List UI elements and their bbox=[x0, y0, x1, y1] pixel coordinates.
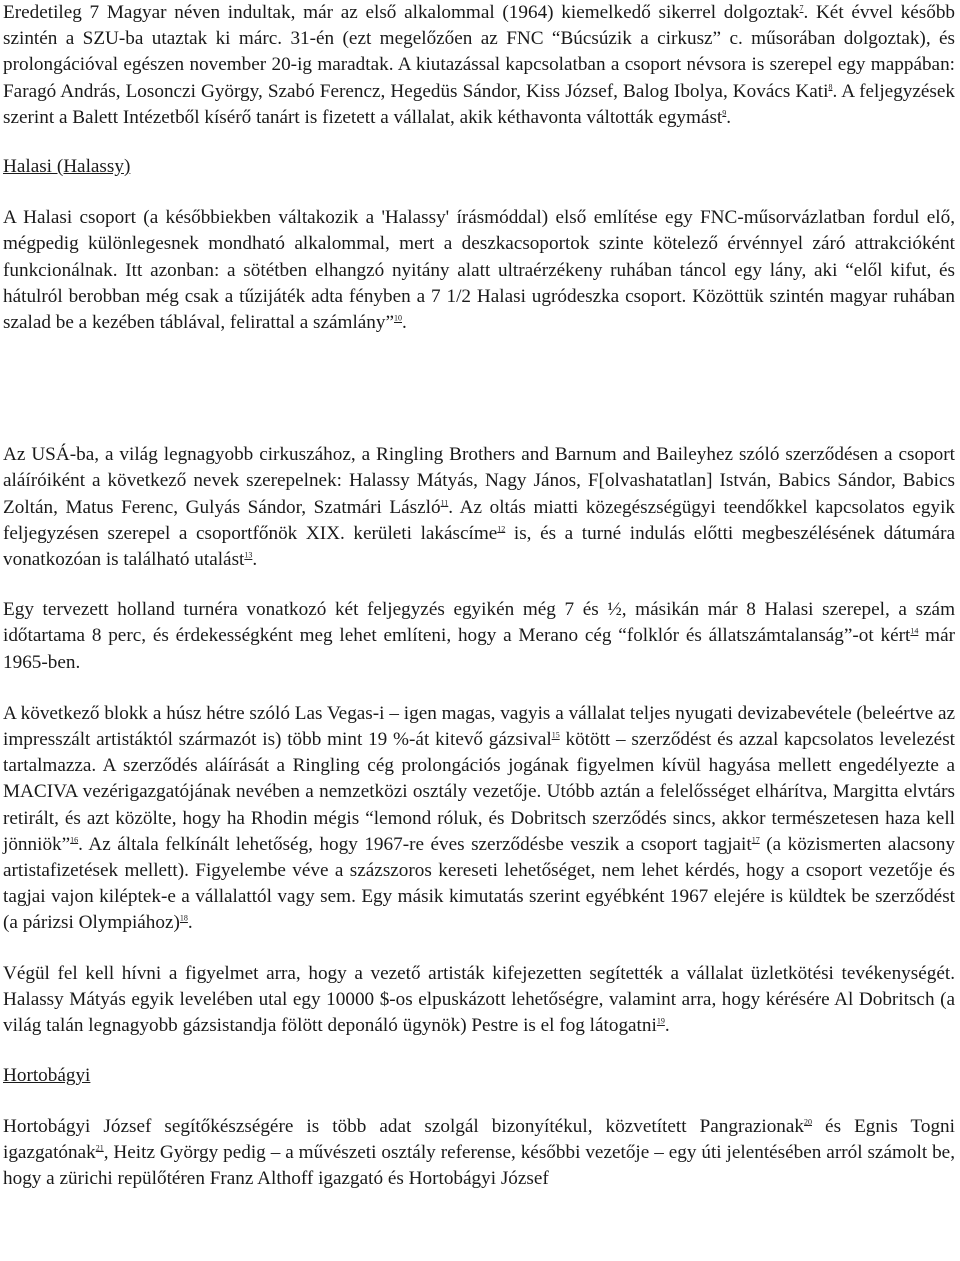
paragraph-usa-szerzodes bbox=[3, 442, 955, 573]
text-run: . bbox=[252, 549, 258, 571]
text-run: is, és a turné indulás előtti megbeszélésének dátumára vonatkozóan is található utalást bbox=[3, 522, 955, 571]
footnote-link-15[interactable]: 15 bbox=[551, 730, 560, 740]
text-run: Végül fel kell hívni a figyelmet arra, hogy a vezető artisták kifejezetten segítették a vállalat üzletkötési tevékenységét. Halassy Mátyás egyik levelében utal egy 10000 $-os elpuskázott lehetőségre, valamint arra, hogy kérésére Al Dobritsch (a világ talán legnagyobb gázsistandja fölött deponáló ügynök) Pestre is el fog látogatni bbox=[3, 962, 955, 1037]
footnote-link-16[interactable]: 16 bbox=[70, 835, 79, 845]
text-run: . bbox=[664, 1015, 670, 1037]
footnote-link-18[interactable]: 18 bbox=[179, 914, 188, 924]
footnote-link-17[interactable]: 17 bbox=[751, 835, 760, 845]
text-run: , Heitz György pedig – a művészeti osztály referense, későbbi vezetője – egy úti jelentésében arról számolt be, hogy a zürichi repülőtéren Franz Althoff igazgató és Hortobágyi József bbox=[3, 1141, 955, 1189]
section-heading-halasi: Halasi (Halassy) bbox=[3, 156, 131, 178]
text-run: Egy tervezett holland turnéra vonatkozó két feljegyzés egyikén még 7 és ½, másikán már 8 Halasi szerepel, a szám időtartama 8 perc, és érdekességként meg lehet említeni, hogy a Merano cég “folklór és állatszámtalanság”-ot kért bbox=[3, 599, 955, 647]
footnote-link-11[interactable]: 11 bbox=[440, 498, 449, 508]
footnote-link-19[interactable]: 19 bbox=[656, 1016, 665, 1026]
text-run: és Egnis Togni igazgatónak bbox=[3, 1115, 955, 1163]
text-run: (a közismerten alacsony artistafizetések mellett). Figyelembe véve a százszoros kereseti lehetőséget, nem lehet kérdés, hogy a csoport vezetője és tagjai vajon kiléptek-e a vállalattól vagy sem. Egy másik kimutatás szerint egyébként 1967 elejére is küldtek be szerződést (a párizsi Olympiához) bbox=[3, 833, 956, 934]
text-run: kötött – szerződést és azzal kapcsolatos levelezést tartalmazza. A szerződés aláírását a Ringling cég prolongációs jogának figyelmen kívül hagyása mellett engedélyezte a MACIVA vezérigazgatójának nevében a nemzetközi osztály vezetője. Utóbb aztán a felelősséget elhárítva, Margitta elvtárs retirált, és azt közölte, hogy ha Rhodin mégis “lemond róluk, és Dobritsch szerződés sincs, akkor természetesen haza kell jönniök” bbox=[3, 729, 955, 855]
text-run: . Az általa felkínált lehetőség, hogy 1967-re éves szerződésbe veszik a csoport tagjait bbox=[78, 833, 752, 855]
paragraph-halasi-csoport bbox=[3, 205, 955, 336]
paragraph-eredetileg bbox=[3, 0, 955, 131]
paragraph-hortobagyi-jozsef bbox=[3, 1114, 955, 1193]
text-run: Eredetileg 7 Magyar néven indultak, már az első alkalommal (1964) kiemelkedő sikerrel dolgoztak bbox=[3, 2, 800, 23]
paragraph-las-vegas bbox=[3, 701, 955, 937]
footnote-link-8[interactable]: 8 bbox=[828, 82, 833, 92]
footnote-link-21[interactable]: 21 bbox=[95, 1143, 104, 1153]
footnote-link-7[interactable]: 7 bbox=[799, 3, 804, 13]
text-run: . Az oltás miatti közegészségügyi teendőkkel kapcsolatos egyik feljegyzésen szerepel a csoportfőnök XIX. kerületi lakáscíme bbox=[3, 496, 955, 544]
footnote-link-10[interactable]: 10 bbox=[394, 313, 402, 323]
footnote-link-12[interactable]: 12 bbox=[497, 524, 506, 534]
text-run: Az USÁ-ba, a világ legnagyobb cirkuszához, a Ringling Brothers and Barnum and Baileyhez szóló szerződésen a csoport aláíróiként a következő nevek szerepelnek: Halassy Mátyás, Nagy János, F[olvashatatlan] István, Babics Sándor, Babics Zoltán, Matus Ferenc, Gulyás Sándor, Szatmári László bbox=[3, 444, 955, 518]
footnote-link-14[interactable]: 14 bbox=[910, 627, 919, 637]
text-run: . A feljegyzések szerint a Balett Intézetből kísérő tanárt is fizetett a vállalat, akik kéthavonta váltották egymást bbox=[3, 80, 955, 128]
text-run: A következő blokk a húsz hétre szóló Las Vegas-i – igen magas, vagyis a vállalat teljes nyugati devizabevétele (beleértve az impresszált artistáktól származót is) több mint 19 %-át kitevő gázsival bbox=[3, 702, 955, 751]
footnote-link-13[interactable]: 13 bbox=[244, 550, 253, 560]
section-heading-hortobagyi: Hortobágyi bbox=[3, 1065, 91, 1087]
text-run: A Halasi csoport (a későbbiekben váltakozik a 'Halassy' írásmóddal) első említése egy FNC-műsorvázlatban fordul elő, mégpedig különlegesnek mondható alkalommal, mert a deszkacsoportok szinte kötelező érvénnyel záró attrakcióként funkcionálnak. Itt azonban: a sötétben elhangzó nyitány alatt ultraérzékeny ruhában táncol egy lány, aki “elől kifut, és hátulról berobban még csak a tűzijáték adta fényben a 7 1/2 Halasi ugródeszka csoport. Közöttük szintén magyar ruhában szalad be a kezében táblával, felirattal a számlány” bbox=[3, 207, 955, 334]
text-run: . bbox=[726, 106, 732, 128]
footnote-link-9[interactable]: 9 bbox=[722, 108, 727, 118]
text-run: Hortobágyi József segítőkészségére is több adat szolgál bizonyítékul, közvetített Pangrazionak bbox=[3, 1115, 805, 1137]
document-page bbox=[3, 0, 955, 1192]
paragraph-holland-turne bbox=[3, 597, 955, 676]
text-run: . bbox=[402, 312, 407, 334]
paragraph-vezeto-artistak bbox=[3, 961, 955, 1040]
text-run: . bbox=[187, 912, 193, 934]
text-run: . Két évvel később szintén a SZU-ba utaztak ki márc. 31-én (ezt megelőzően az FNC “Búcsúzik a cirkusz” c. műsorában dolgoztak), és prolongációval egészen november 20-ig maradtak. A kiutazással kapcsolatban a csoport névsora is szerepel egy mappában: Faragó András, Losonczi György, Szabó Ferencz, Hegedüs Sándor, Kiss József, Balog Ibolya, Kovács Kati bbox=[3, 2, 956, 102]
text-run: már 1965-ben. bbox=[3, 625, 955, 673]
footnote-link-20[interactable]: 20 bbox=[804, 1117, 813, 1127]
